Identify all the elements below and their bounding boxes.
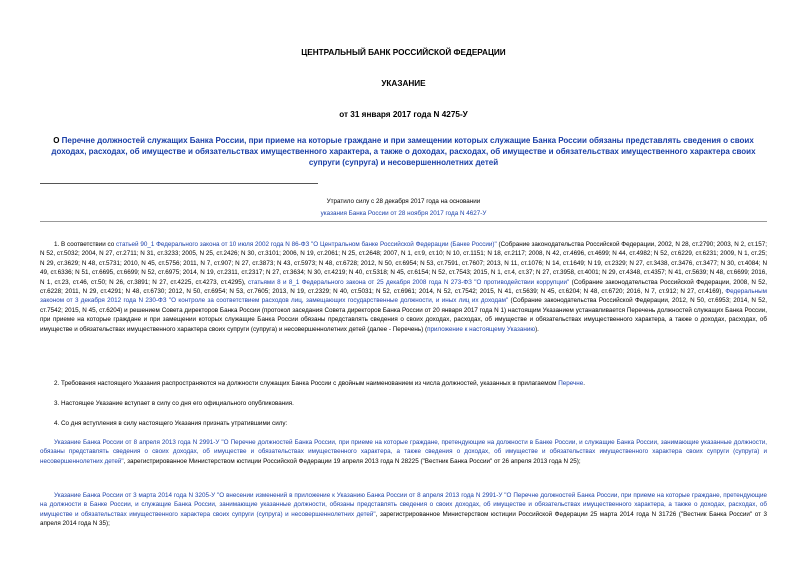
doc-type: УКАЗАНИЕ [381, 79, 426, 88]
p1-link-law-273[interactable]: статьями 8 и 8_1 Федерального закона от 25 декабря 2008 года N 273-ФЗ "О противодействии коррупции" [248, 278, 570, 286]
p5-text: , зарегистрированное Министерством юстиции Российской Федерации 19 апреля 2013 года N 28225 ("Вестник Банка России" от 26 апреля 2013 года N 25); [123, 457, 581, 465]
p2-link-list[interactable]: Перечне [558, 380, 584, 387]
p1-text-1: 1. В соответствии со [54, 241, 117, 248]
doc-date-number: от 31 января 2017 года N 4275-У [339, 110, 468, 119]
status-link[interactable]: указания Банка России от 28 ноября 2017 года N 4627-У [320, 210, 487, 217]
p1-text-2: (Собрание законодательства Российской Федерации, 2002, N 28, ст.2790; 2003, N 2, ст.157; N 52, ст.5032; 2004, N 27, ст.2711; N 31, ст.3233; 2005, N 25, ст.2426; N 30, ст.3101; 2006, N 19, ст.2061; N 25, ст.2648; 2007, N 1, ст.9, ст.10; N 10, ст.1151; N 18, ст.2117; 2008, N 42, ст.4696, ст.4699; N 44, ст.4982; N 52, ст.6229, ст.6231; 2009, N 1, ст.25; N 29, ст.3629; N 48, ст.5731; 2010, N 45, ст.5756; 2011, N 7, ст.907; N 27, ст.3873; N 43, ст.5973; N 48, ст.6728; 2012, N 50, ст.6954; N 53, ст.7591, ст.7607; 2013, N 11, ст.1076; N 14, ст.1649; N 19, ст.2329; N 27, ст.3438, ст.3476, ст.3477; N 30, ст.4084; N 49, ст.6336; N 51, ст.6695, ст.6699; N 52, ст.6975; 2014, N 19, ст.2311, ст.2317; N 27, ст.3634; N 30, ст.4219; N 40, ст.5318; N 45, ст.6154; N 52, ст.7543; 2015, N 1, ст.4, ст.37; N 27, ст.3958, ст.4001; N 29, ст.4348, ст.4357; N 41, ст.5639; N 48, ст.6699; 2016, N 1, ст.23, ст.46, ст.50; N 26, ст.3891; N 27, ст.4225, ст.4273, ст.4295), [40, 241, 767, 286]
status-note [220, 196, 587, 220]
paragraph-5 [40, 438, 767, 466]
paragraph-4: 4. Со дня вступления в силу настоящего Указания признать утратившими силу: [54, 420, 288, 427]
p1-text-3: (Собрание законодательства Российской Федерации, 2008, N 52, ст.6228; 2011, N 29, ст.4291; N 48, ст.6730; 2012, N 50, ст.6954; N 53, ст.7605; 2013, N 19, ст.2329; N 40, ст.5031; N 52, ст.6961; 2014, N 52, ст.7542; 2015, N 41, ст.5639; N 45, ст.6204; N 48, ст.6720; 2016, N 7, ст.912; N 27, ст.4169), [40, 278, 768, 296]
paragraph-2 [40, 379, 767, 388]
p2-text-1: 2. Требования настоящего Указания распространяются на должности служащих Банка России с двойным наименованием из числа должностей, указанных в прилагаемом [54, 380, 559, 387]
p6-text: , зарегистрированное Министерством юстиции Российской Федерации 25 марта 2014 года N 31726 ("Вестник Банка России" от 3 апреля 2014 года N 35); [40, 510, 767, 528]
divider-full [40, 221, 767, 222]
p1-text-5: ). [535, 325, 539, 333]
paragraph-6 [40, 491, 767, 529]
paragraph-3: 3. Настоящее Указание вступает в силу со дня его официального опубликования. [54, 400, 294, 407]
org-name: ЦЕНТРАЛЬНЫЙ БАНК РОССИЙСКОЙ ФЕДЕРАЦИИ [301, 48, 506, 57]
status-line: Утратило силу с 28 декабря 2017 года на основании [326, 198, 481, 205]
divider-short [40, 183, 318, 184]
title-link[interactable]: Перечне должностей служащих Банка России, при приеме на которые граждане и при замещении которых служащие Банка России обязаны представлять сведения о своих доходах, расходах, об имуществе и обязательствах имущественного характера, а также о доходах, расходах, об имуществе и обязательствах имущественного характера своих супруги (супруга) и несовершеннолетних детей [51, 136, 756, 167]
p1-link-law-86[interactable]: статьей 90_1 Федерального закона от 10 июля 2002 года N 86-ФЗ "О Центральном банке Российской Федерации (Банке России)" [116, 241, 497, 248]
p1-link-law-230[interactable]: Федеральным законом от 3 декабря 2012 года N 230-ФЗ "О контроле за соответствием расходов лиц, замещающих государственные должности, и иных лиц их доходам" [40, 288, 767, 305]
p1-text-4: (Собрание законодательства Российской Федерации, 2012, N 50, ст.6953; 2014, N 52, ст.7542; 2015, N 45, ст.6204) и решением Совета директоров Банка России (протокол заседания Совета директоров Банка России от 20 января 2017 года N 1) настоящим Указанием устанавливается Перечень должностей служащих Банка России, при приеме на которые граждане и при замещении которых служащие Банка России обязаны представлять сведения о своих доходах, расходах, об имуществе и обязательствах имущественного характера, а также о доходах, расходах, об имуществе и обязательствах имущественного характера своих супруги (супруга) и несовершеннолетних детей (далее - Перечень) ( [40, 297, 767, 333]
p5-link-2991[interactable]: Указание Банка России от 8 апреля 2013 года N 2991-У "О Перечне должностей Банка России, при приеме на которые граждане, претендующие на должности в Банке России, и служащие Банка России, занимающие указанные должности, обязаны представлять сведения о своих доходах, об имуществе и обязательствах имущественного характера, а также сведения о доходах, об имуществе и обязательствах имущественного характера своих супруги (супруга) и несовершеннолетних детей" [40, 439, 767, 465]
p6-link-3205[interactable]: Указание Банка России от 3 марта 2014 года N 3205-У "О внесении изменений в приложение к Указанию Банка России от 8 апреля 2013 года N 2991-У "О Перечне должностей Банка России, при приеме на которые граждане, претендующие на должности в Банке России, и служащие Банка России, занимающие указанные должности, обязаны представлять сведения о своих доходах, об имуществе и обязательствах имущественного характера, а также о доходах, расходах, об имуществе и обязательствах имущественного характера своих супруги (супруга) и несовершеннолетних детей" [40, 492, 767, 518]
paragraph-1 [40, 240, 767, 334]
p2-text-2: . [583, 380, 586, 387]
document-title [40, 135, 767, 168]
title-prefix: О [53, 136, 62, 145]
p1-link-appendix[interactable]: приложение к настоящему Указанию [427, 325, 536, 333]
